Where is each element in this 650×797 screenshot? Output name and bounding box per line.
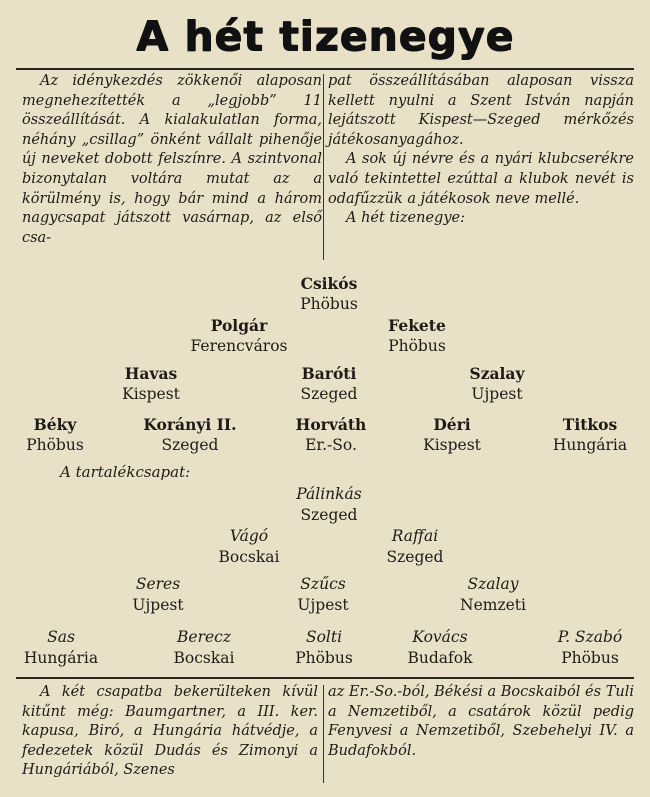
first-team-player: Déri Kispest	[423, 415, 481, 454]
first-team-player: Béky Phöbus	[26, 415, 84, 454]
reserve-team-player: P. Szabó Phöbus	[557, 628, 623, 667]
first-team-player: Baróti Szeged	[300, 364, 358, 403]
first-team-player: Csikós Phöbus	[300, 274, 358, 313]
first-team-player: Horváth Er.-So.	[295, 415, 367, 454]
outro-right-column	[328, 683, 634, 761]
intro-left-column	[22, 72, 322, 248]
reserve-team-player: Sas Hungária	[23, 628, 99, 667]
reserve-team-player: Vágó Bocskai	[218, 527, 280, 566]
reserve-team-player: Raffai Szeged	[386, 527, 444, 566]
intro-right-heading: A hét tizenegye:	[346, 210, 465, 227]
reserve-team-player: Berecz Bocskai	[173, 628, 235, 667]
article-title: A hét tizenegye	[135, 12, 515, 60]
outro-left-paragraph: A két csapatba bekerülteken kívül kitűnt még: Baumgartner, a III. ker. kapusa, Biró, a Hungária hátvédje, a fedezetek közül Dudás és Zimonyi a Hungáriából, Szenes	[22, 684, 318, 779]
intro-right-paragraph-2: A sok új névre és a nyári klubcserékre való tekintettel ezúttal a klubok nevét is odafűzzük a játékosok neve mellé.	[328, 151, 634, 207]
outro-left-column	[22, 683, 318, 781]
reserve-team-player: Seres Ujpest	[132, 575, 184, 614]
reserve-team-player: Szalay Nemzeti	[460, 575, 526, 614]
reserve-team-player: Kovács Budafok	[407, 628, 473, 667]
reserve-team-player: Solti Phöbus	[295, 628, 353, 667]
intro-left-paragraph: Az idénykezdés zökkenői alaposan megnehezítették a „legjobb” 11 összeállítását. A kialakulatlan forma, néhány „csillag” önként vállalt pihenője új neveket dobott felszínre. A szintvonal bizonytalan voltára mutat az a körülmény is, hogy bár mind a három nagycsapat játszott vasárnap, az első csa-	[22, 73, 322, 246]
bottom-rule	[16, 677, 634, 679]
reserve-team-label: A tartalékcsapat:	[60, 463, 191, 481]
top-rule	[16, 68, 634, 70]
reserve-team-player: Szűcs Ujpest	[297, 575, 349, 614]
first-team-player: Korányi II. Szeged	[143, 415, 237, 454]
reserve-team-player: Pálinkás Szeged	[296, 485, 362, 524]
first-team-player: Titkos Hungária	[552, 415, 628, 454]
intro-right-paragraph-1: pat összeállításában alaposan vissza kellett nyulni a Szent István napján lejátszott Kispest—Szeged mérkőzés játékosanyagához.	[328, 73, 634, 148]
outro-right-paragraph: az Er.-So.-ból, Békési a Bocskaiból és Tuli a Nemzetiből, a csatárok közül pedig Fenyvesi a Nemzetiből, Szebehelyi IV. a Budafokból.	[328, 684, 634, 759]
intro-column-divider	[323, 74, 324, 260]
first-team-player: Szalay Ujpest	[469, 364, 525, 403]
intro-right-column	[328, 72, 634, 229]
outro-column-divider	[323, 685, 324, 783]
first-team-player: Havas Kispest	[122, 364, 180, 403]
first-team-player: Fekete Phöbus	[388, 316, 446, 355]
first-team-player: Polgár Ferencváros	[190, 316, 288, 355]
